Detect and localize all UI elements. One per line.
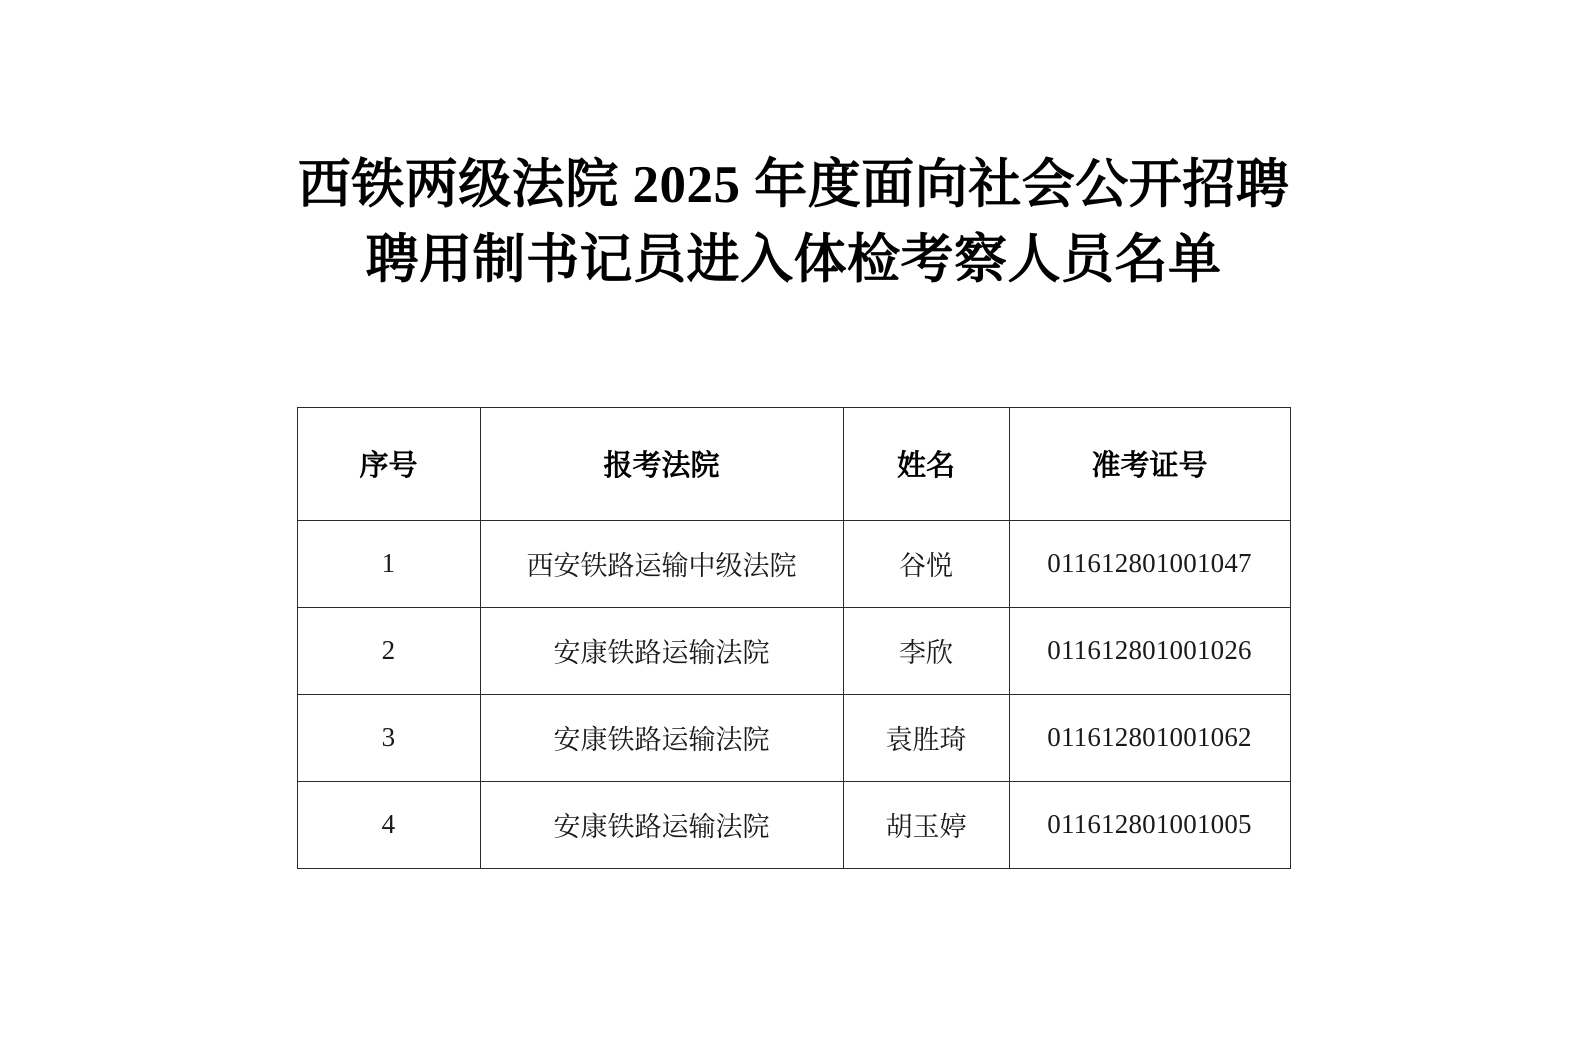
page-title-line-2: 聘用制书记员进入体检考察人员名单 xyxy=(365,231,1222,290)
page-title-line-1: 西铁两级法院 2025 年度面向社会公开招聘 xyxy=(297,156,1290,214)
roster-table xyxy=(297,407,1291,869)
cell-name: 谷悦 xyxy=(843,520,1009,607)
cell-ticket: 011612801001047 xyxy=(1009,520,1290,607)
cell-court: 安康铁路运输法院 xyxy=(480,781,843,868)
cell-index: 3 xyxy=(297,694,480,781)
roster-table-container xyxy=(0,407,1587,869)
page-title xyxy=(0,0,1587,299)
cell-court: 西安铁路运输中级法院 xyxy=(480,520,843,607)
table-row xyxy=(297,520,1290,607)
table-row xyxy=(297,607,1290,694)
column-header-ticket: 准考证号 xyxy=(1009,407,1290,520)
column-header-name: 姓名 xyxy=(843,407,1009,520)
cell-index: 1 xyxy=(297,520,480,607)
cell-court: 安康铁路运输法院 xyxy=(480,694,843,781)
table-row xyxy=(297,694,1290,781)
cell-name: 李欣 xyxy=(843,607,1009,694)
cell-index: 4 xyxy=(297,781,480,868)
cell-court: 安康铁路运输法院 xyxy=(480,607,843,694)
cell-ticket: 011612801001005 xyxy=(1009,781,1290,868)
cell-index: 2 xyxy=(297,607,480,694)
table-row xyxy=(297,781,1290,868)
column-header-court: 报考法院 xyxy=(480,407,843,520)
table-header-row xyxy=(297,407,1290,520)
cell-ticket: 011612801001062 xyxy=(1009,694,1290,781)
table-header xyxy=(297,407,1290,520)
table-body xyxy=(297,520,1290,868)
cell-name: 袁胜琦 xyxy=(843,694,1009,781)
cell-ticket: 011612801001026 xyxy=(1009,607,1290,694)
column-header-index: 序号 xyxy=(297,407,480,520)
cell-name: 胡玉婷 xyxy=(843,781,1009,868)
